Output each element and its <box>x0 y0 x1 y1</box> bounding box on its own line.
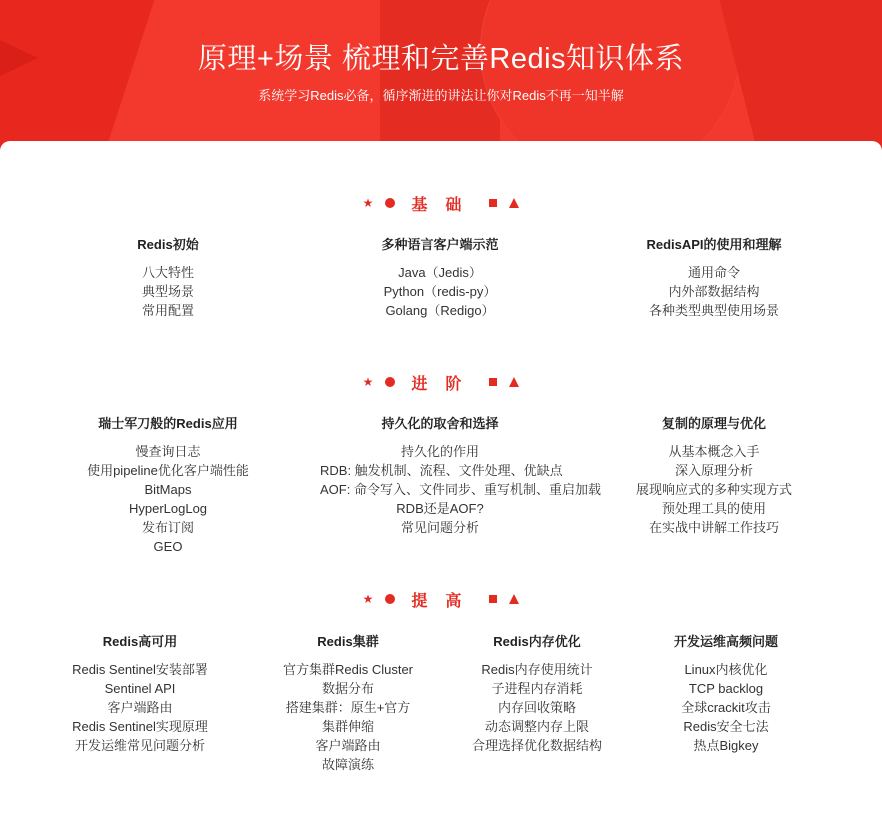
dot-icon <box>385 594 395 604</box>
topic-item: 数据分布 <box>321 681 374 696</box>
topic-item: Redis内存使用统计 <box>481 662 593 677</box>
topic-item: Redis Sentinel安装部署 <box>72 662 208 677</box>
topic-heading: 持久化的取舍和选择 <box>381 416 499 431</box>
topic-item: 常见问题分析 <box>400 520 479 535</box>
topic-column <box>626 632 826 755</box>
section-header-improve <box>0 587 882 611</box>
topic-item: 预处理工具的使用 <box>661 501 766 516</box>
dot-icon <box>385 377 395 387</box>
topic-item: Golang（Redigo） <box>385 303 495 318</box>
hero-subtitle: 系统学习Redis必备，循序渐进的讲法让你对Redis不再一知半解 <box>258 88 624 103</box>
topic-column <box>320 414 601 537</box>
topic-item: Redis Sentinel实现原理 <box>72 719 208 734</box>
square-icon <box>489 199 497 207</box>
topic-item: 深入原理分析 <box>674 463 753 478</box>
topic-item: Linux内核优化 <box>684 662 768 677</box>
topic-item: 官方集群Redis Cluster <box>282 662 414 677</box>
topic-item: 典型场景 <box>141 284 194 299</box>
topic-heading: 多种语言客户端示范 <box>381 237 499 252</box>
dot-icon <box>385 198 395 208</box>
topic-item: TCP backlog <box>688 681 764 696</box>
star-icon: ★ <box>362 375 374 389</box>
topic-heading: 瑞士军刀般的Redis应用 <box>98 416 238 431</box>
topic-heading: Redis集群 <box>317 634 379 649</box>
topic-item: 发布订阅 <box>141 520 194 535</box>
star-icon: ★ <box>362 592 374 606</box>
topic-column <box>320 235 560 320</box>
topic-item: 常用配置 <box>141 303 194 318</box>
topic-heading: Redis高可用 <box>102 634 178 649</box>
topic-item: 内存回收策略 <box>497 700 576 715</box>
topic-item: 全球crackit攻击 <box>681 700 771 715</box>
topic-heading: Redis内存优化 <box>493 634 581 649</box>
topic-item: RDB还是AOF? <box>396 501 484 516</box>
topic-column <box>594 235 834 320</box>
topic-item: 慢查询日志 <box>135 444 201 459</box>
triangle-icon <box>509 594 519 604</box>
topic-item: HyperLogLog <box>128 501 208 516</box>
topic-item: Sentinel API <box>104 681 176 696</box>
topic-item: 通用命令 <box>687 265 740 280</box>
topic-item: Python（redis-py） <box>383 284 497 299</box>
topic-item: 客户端路由 <box>107 700 173 715</box>
star-icon: ★ <box>362 196 374 210</box>
topic-item: 合理选择优化数据结构 <box>471 738 602 753</box>
topic-heading: 开发运维高频问题 <box>673 634 778 649</box>
topic-item: 热点Bigkey <box>693 738 759 753</box>
topic-item: 客户端路由 <box>315 738 381 753</box>
topic-item: 从基本概念入手 <box>668 444 760 459</box>
topic-item: 持久化的作用 <box>400 444 479 459</box>
topic-item: 八大特性 <box>141 265 194 280</box>
section-title: 进阶 <box>411 375 480 393</box>
topic-item: 各种类型典型使用场景 <box>648 303 779 318</box>
section-title: 基础 <box>411 196 480 214</box>
topic-item: AOF: 命令写入、文件同步、重写机制、重启加载 <box>320 482 601 497</box>
topic-item: Java（Jedis） <box>398 265 482 280</box>
square-icon <box>489 378 497 386</box>
topic-column <box>48 414 288 556</box>
topic-column <box>48 235 288 320</box>
triangle-icon <box>509 377 519 387</box>
triangle-icon <box>509 198 519 208</box>
topic-item: RDB: 触发机制、流程、文件处理、优缺点 <box>320 463 563 478</box>
section-header-advanced <box>0 370 882 394</box>
topic-item: 展现响应式的多种实现方式 <box>635 482 792 497</box>
section-header-basic <box>0 191 882 215</box>
topic-item: 故障演练 <box>321 757 374 772</box>
topic-item: 搭建集群：原生+官方 <box>285 700 411 715</box>
topic-column <box>594 414 834 537</box>
topic-item: 使用pipeline优化客户端性能 <box>87 463 249 478</box>
topic-item: GEO <box>153 539 183 554</box>
topic-item: 动态调整内存上限 <box>484 719 589 734</box>
topic-item: 开发运维常见问题分析 <box>74 738 205 753</box>
topic-column <box>437 632 637 755</box>
topic-item: 子进程内存消耗 <box>491 681 583 696</box>
topic-item: 在实战中讲解工作技巧 <box>648 520 779 535</box>
topic-item: BitMaps <box>144 482 192 497</box>
hero-title: 原理+场景 梳理和完善Redis知识体系 <box>197 43 685 75</box>
section-title: 提高 <box>411 592 480 610</box>
topic-item: Redis安全七法 <box>683 719 769 734</box>
topic-heading: RedisAPI的使用和理解 <box>646 237 782 252</box>
square-icon <box>489 595 497 603</box>
topic-column <box>248 632 448 774</box>
topic-heading: 复制的原理与优化 <box>661 416 766 431</box>
topic-item: 内外部数据结构 <box>668 284 760 299</box>
topic-heading: Redis初始 <box>137 237 199 252</box>
topic-column <box>40 632 240 755</box>
topic-item: 集群伸缩 <box>321 719 374 734</box>
